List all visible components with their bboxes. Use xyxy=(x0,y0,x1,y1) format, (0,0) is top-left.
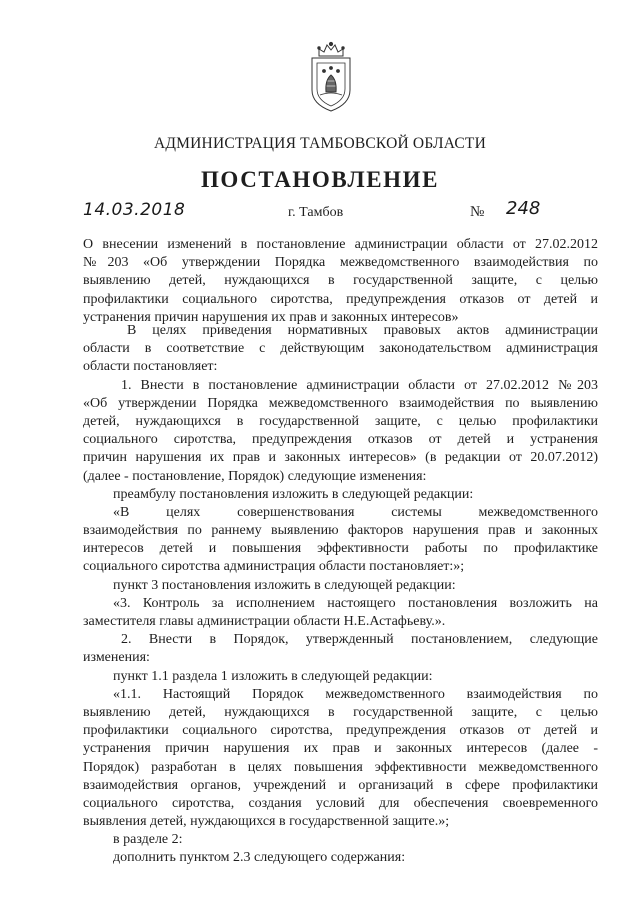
document-subject xyxy=(83,238,598,329)
body-line: выявлению детей, нуждающихся в государственной защите, с целью xyxy=(83,704,598,720)
body-line: изменения: xyxy=(83,650,150,666)
coat-of-arms-icon xyxy=(305,40,357,114)
body-line: социального сиротства администрация области постановляет:»; xyxy=(83,559,465,575)
body-line: пункт 1.1 раздела 1 изложить в следующей редакции: xyxy=(113,668,433,684)
body-line: детей, нуждающихся в государственной защите, с целью профилактики xyxy=(83,413,598,429)
document-number: 248 xyxy=(506,198,541,219)
document-meta-row xyxy=(0,198,640,226)
body-line: социального сиротства, создания условий для обеспечения своевременного xyxy=(83,795,598,811)
body-line: дополнить пунктом 2.3 следующего содержания: xyxy=(113,850,406,866)
body-line: заместителя главы администрации области Н.Е.Астафьеву.». xyxy=(83,614,446,629)
subject-line: выявлению детей, нуждающихся в государственной защите, с целью xyxy=(83,274,598,289)
body-line: выявления детей, нуждающихся в государственной защите.»; xyxy=(83,814,450,830)
body-line: причин нарушения их прав и законных интересов» (в редакции от 20.07.2012) xyxy=(83,450,598,466)
document-city: г. Тамбов xyxy=(288,205,344,220)
body-line: Порядок) разработан в целях повышения эффективности межведомственного xyxy=(83,759,598,775)
body-line: области постановляет: xyxy=(83,359,218,375)
subject-line: устранения причин нарушения их прав и законных интересов» xyxy=(83,310,459,325)
document-type-title: ПОСТАНОВЛЕНИЕ xyxy=(200,167,440,192)
organization-name: АДМИНИСТРАЦИЯ ТАМБОВСКОЙ ОБЛАСТИ xyxy=(154,135,486,152)
number-sign: № xyxy=(470,204,485,220)
body-line: в разделе 2: xyxy=(113,832,183,848)
body-line: преамбулу постановления изложить в следующей редакции: xyxy=(113,486,474,502)
subject-line: профилактики социального сиротства, предупреждения отказов от детей и xyxy=(83,292,598,307)
body-line: взаимодействия по раннему выявлению факторов нарушения прав и законных xyxy=(83,523,598,539)
body-line: «1.1. Настоящий Порядок межведомственного взаимодействия по xyxy=(113,686,598,702)
body-line: 1. Внести в постановление администрации области от 27.02.2012 №203 xyxy=(121,377,598,393)
body-line: пункт 3 постановления изложить в следующей редакции: xyxy=(113,577,456,593)
document-body xyxy=(83,322,598,868)
body-line: устранения причин нарушения их прав и законных интересов (далее - xyxy=(83,741,598,757)
subject-line: №203 «Об утверждении Порядка межведомственного взаимодействия по xyxy=(83,256,598,271)
body-line: взаимодействия органов, учреждений и организаций в сфере профилактики xyxy=(83,777,598,793)
body-line: профилактики социального сиротства, предупреждения отказов от детей и xyxy=(83,723,598,739)
body-line: социального сиротства, предупреждения отказов от детей и устранения xyxy=(83,432,598,448)
body-line: В целях приведения нормативных правовых актов администрации xyxy=(127,323,598,338)
body-line: 2. Внести в Порядок, утвержденный постановлением, следующие xyxy=(121,632,598,648)
body-line: «3. Контроль за исполнением настоящего постановления возложить на xyxy=(113,595,598,611)
body-line: «В целях совершенствования системы межведомственного xyxy=(113,504,598,520)
body-line: интересов детей и повышения эффективности работы по профилактике xyxy=(83,541,598,557)
document-date: 14.03.2018 xyxy=(83,200,186,220)
body-line: (далее - постановление, Порядок) следующие изменения: xyxy=(83,468,427,484)
subject-line: О внесении изменений в постановление администрации области от 27.02.2012 xyxy=(83,238,598,252)
body-line: области в соответствие с действующим законодательством администрация xyxy=(83,341,598,357)
body-line: «Об утверждении Порядка межведомственного взаимодействия по выявлению xyxy=(83,395,598,411)
